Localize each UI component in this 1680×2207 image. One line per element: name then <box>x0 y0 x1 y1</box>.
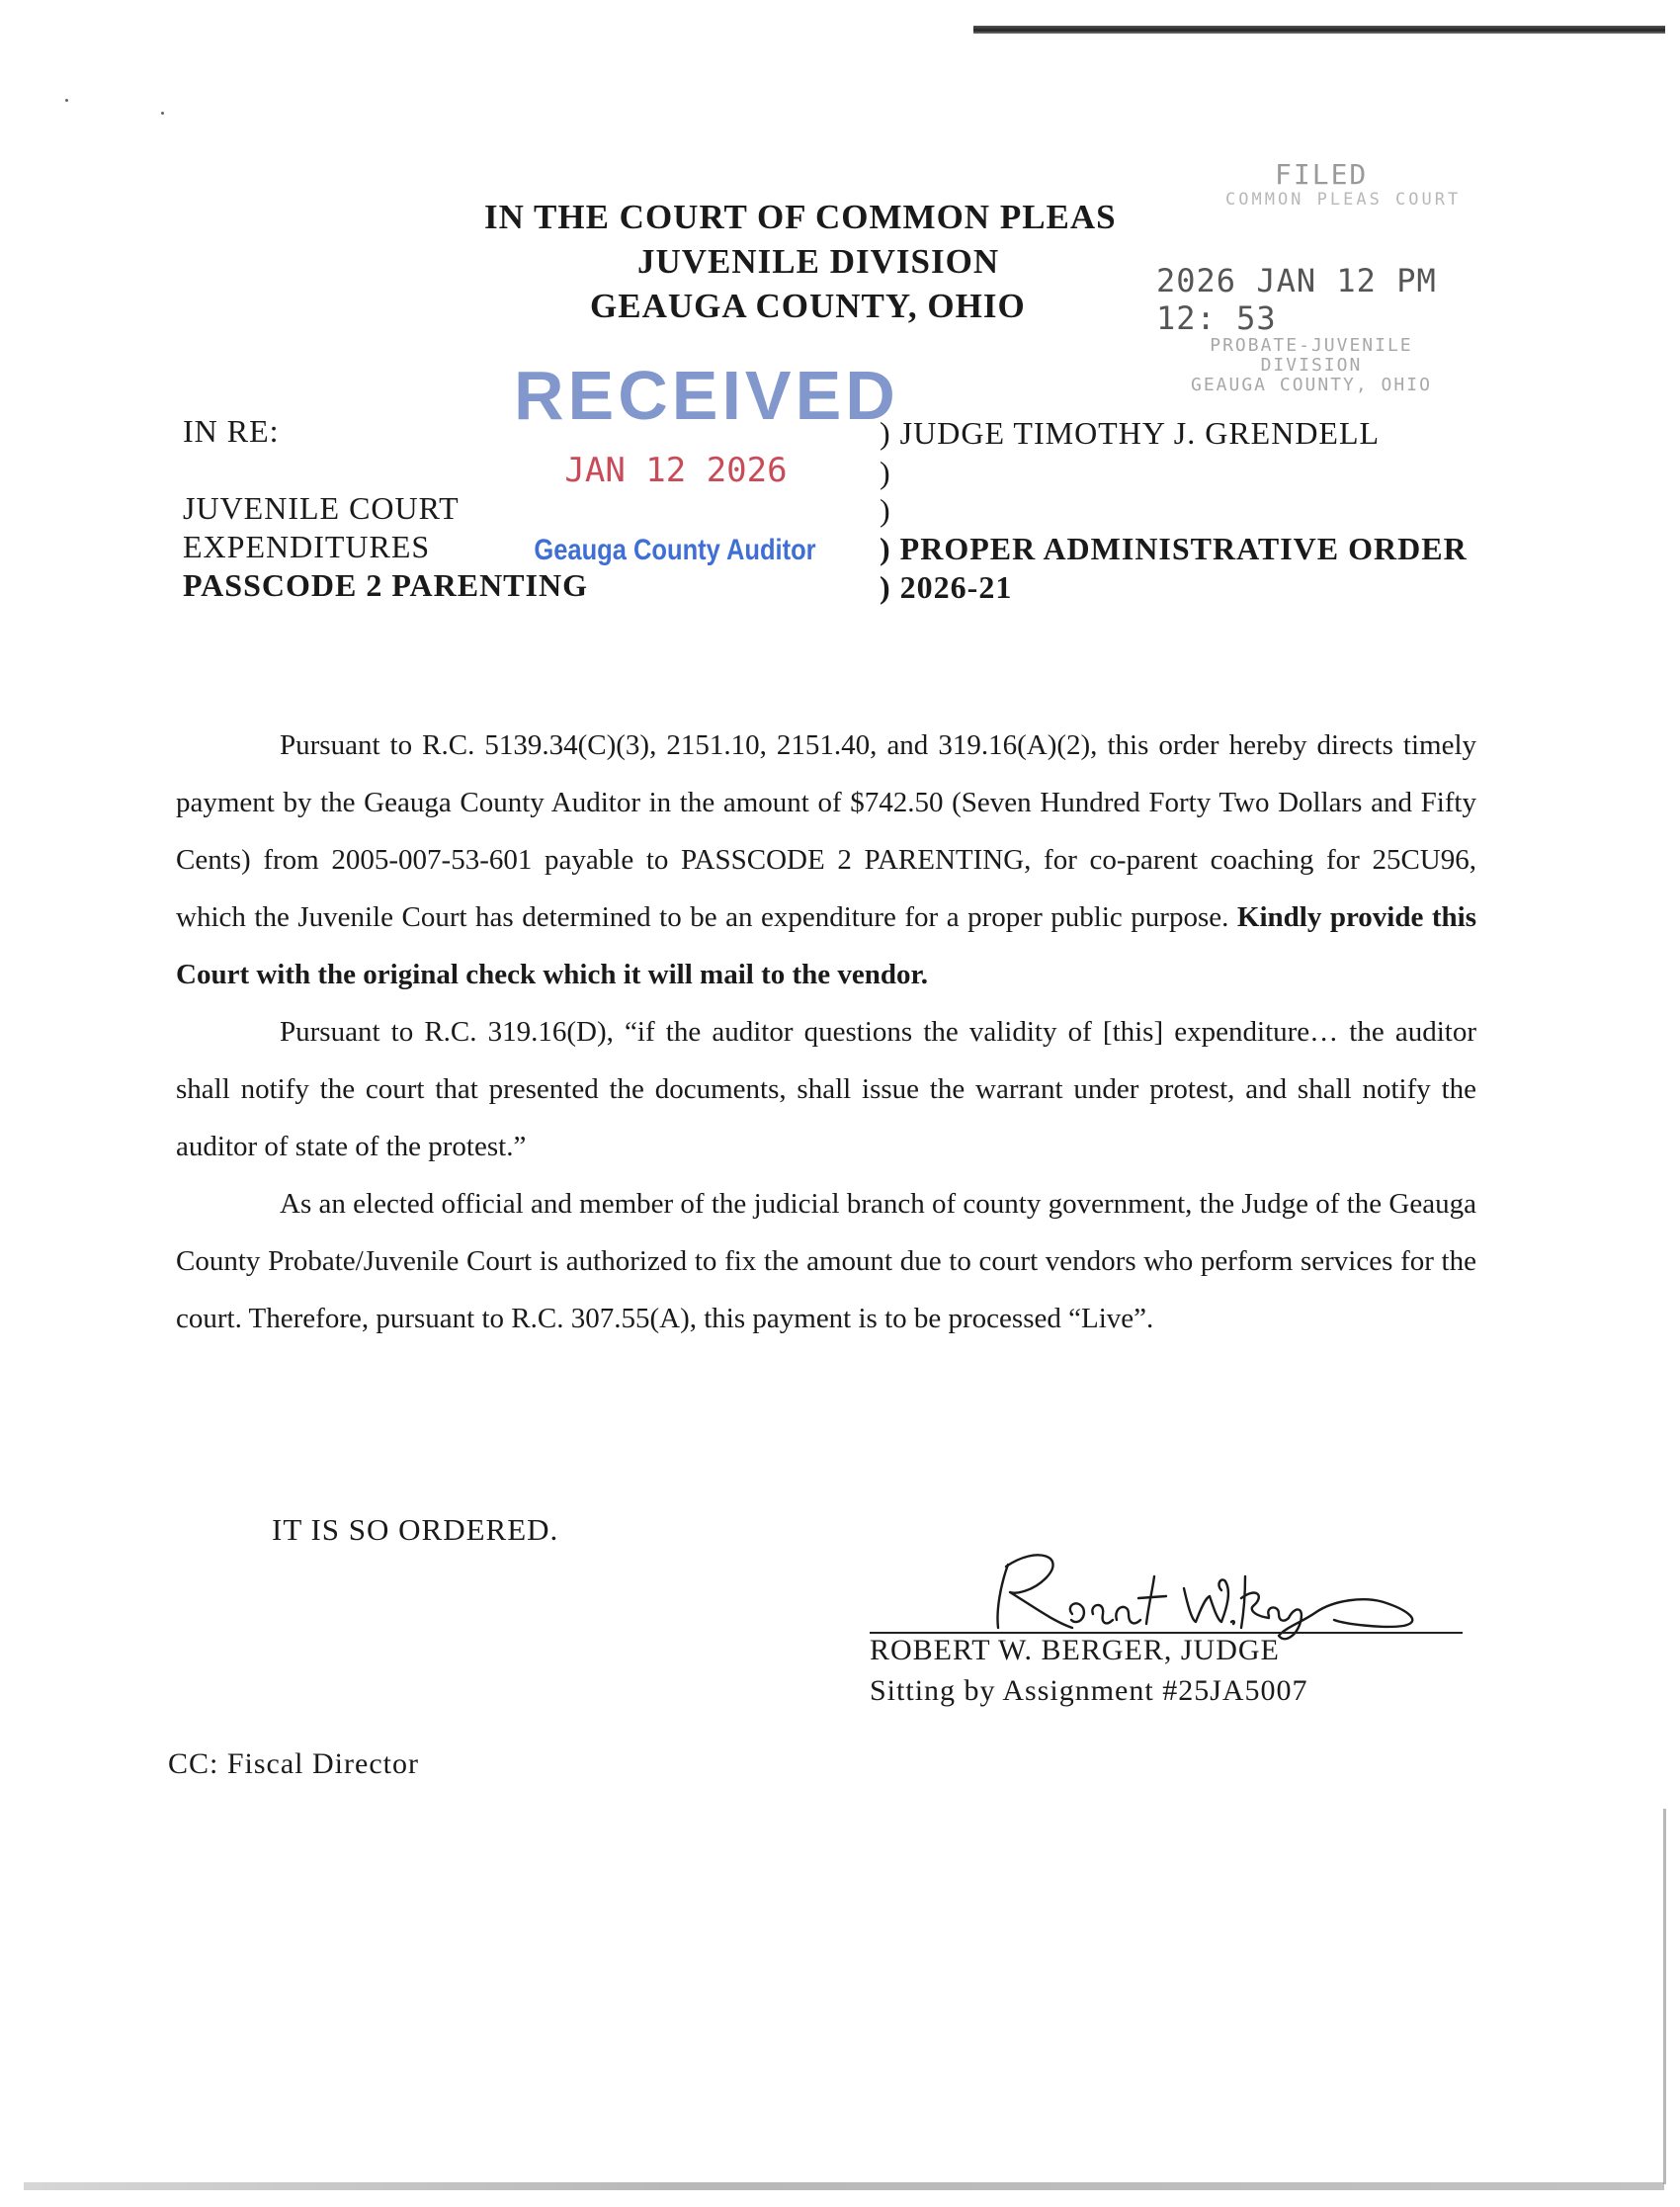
received-stamp-word: RECEIVED <box>514 357 899 434</box>
body-paragraph-1-bold: Kindly provide this Court with the original check which it will mail to the vendor. <box>176 901 1477 990</box>
scan-edge-top <box>973 26 1665 34</box>
order-number: ) 2026-21 <box>880 569 1013 605</box>
body-paragraph-3: As an elected official and member of the judicial branch of county government, the Judge of the Geauga County Probate/Juvenile Court is authorized to fix the amount due to court vendors who perform services for the court. Therefore, pursuant to R.C. 307.55(A), this payment is to be processed “Live”. <box>176 1188 1476 1334</box>
received-stamp-date: JAN 12 2026 <box>564 451 788 490</box>
body-paragraph-2: Pursuant to R.C. 319.16(D), “if the auditor questions the validity of [this] expenditure… the auditor shall notify the court that presented the documents, shall issue the warrant under protest, and shall notify the auditor of state of the protest.” <box>176 1016 1476 1162</box>
case-title-line3: PASSCODE 2 PARENTING <box>183 567 588 603</box>
division-stamp <box>1191 336 1432 395</box>
body-paragraph-1 <box>176 717 1476 1003</box>
court-caption-line3: GEAUGA COUNTY, OHIO <box>590 287 1026 325</box>
caption-bracket: ) <box>880 492 891 528</box>
case-title-line2: EXPENDITURES <box>183 529 431 564</box>
division-stamp-line2: DIVISION <box>1260 355 1363 376</box>
received-stamp-office: Geauga County Auditor <box>534 534 816 566</box>
division-stamp-line1: PROBATE-JUVENILE <box>1210 335 1413 356</box>
order-body <box>176 717 1476 1347</box>
scan-edge-right <box>1663 1809 1666 2184</box>
scan-speck <box>65 99 68 102</box>
division-stamp-line3: GEAUGA COUNTY, OHIO <box>1191 375 1432 395</box>
case-title-line1: JUVENILE COURT <box>183 490 460 526</box>
scan-edge-bottom <box>24 2182 1664 2190</box>
judge-assignment: Sitting by Assignment #25JA5007 <box>870 1674 1308 1707</box>
scan-speck <box>161 112 164 115</box>
caption-bracket: ) <box>880 455 891 490</box>
court-caption-line1: IN THE COURT OF COMMON PLEAS <box>484 198 1117 236</box>
judge-caption: ) JUDGE TIMOTHY J. GRENDELL <box>880 415 1381 451</box>
body-paragraph-1-text: Pursuant to R.C. 5139.34(C)(3), 2151.10, 2151.40, and 319.16(A)(2), this order hereby directs timely payment by the Geauga County Auditor in the amount of $742.50 (Seven Hundred Forty Two Dollars and Fifty Cents) from 2005-007-53-601 payable to PASSCODE 2 PARENTING, for co-parent coaching for 25CU96, which the Juvenile Court has determined to be an expenditure for a proper public purpose. <box>176 729 1476 933</box>
in-re-label: IN RE: <box>183 413 280 449</box>
order-title: ) PROPER ADMINISTRATIVE ORDER <box>880 531 1468 566</box>
cc-line: CC: Fiscal Director <box>168 1747 419 1780</box>
so-ordered: IT IS SO ORDERED. <box>272 1512 559 1547</box>
filed-stamp-court: COMMON PLEAS COURT <box>1225 190 1462 210</box>
judge-name: ROBERT W. BERGER, JUDGE <box>870 1634 1280 1666</box>
filed-stamp-label: FILED <box>1275 158 1369 191</box>
filed-stamp <box>1156 158 1472 337</box>
received-stamp <box>514 356 899 567</box>
filed-stamp-date: 2026 JAN 12 PM 12: 53 <box>1156 262 1437 337</box>
court-caption-line2: JUVENILE DIVISION <box>637 242 1000 281</box>
